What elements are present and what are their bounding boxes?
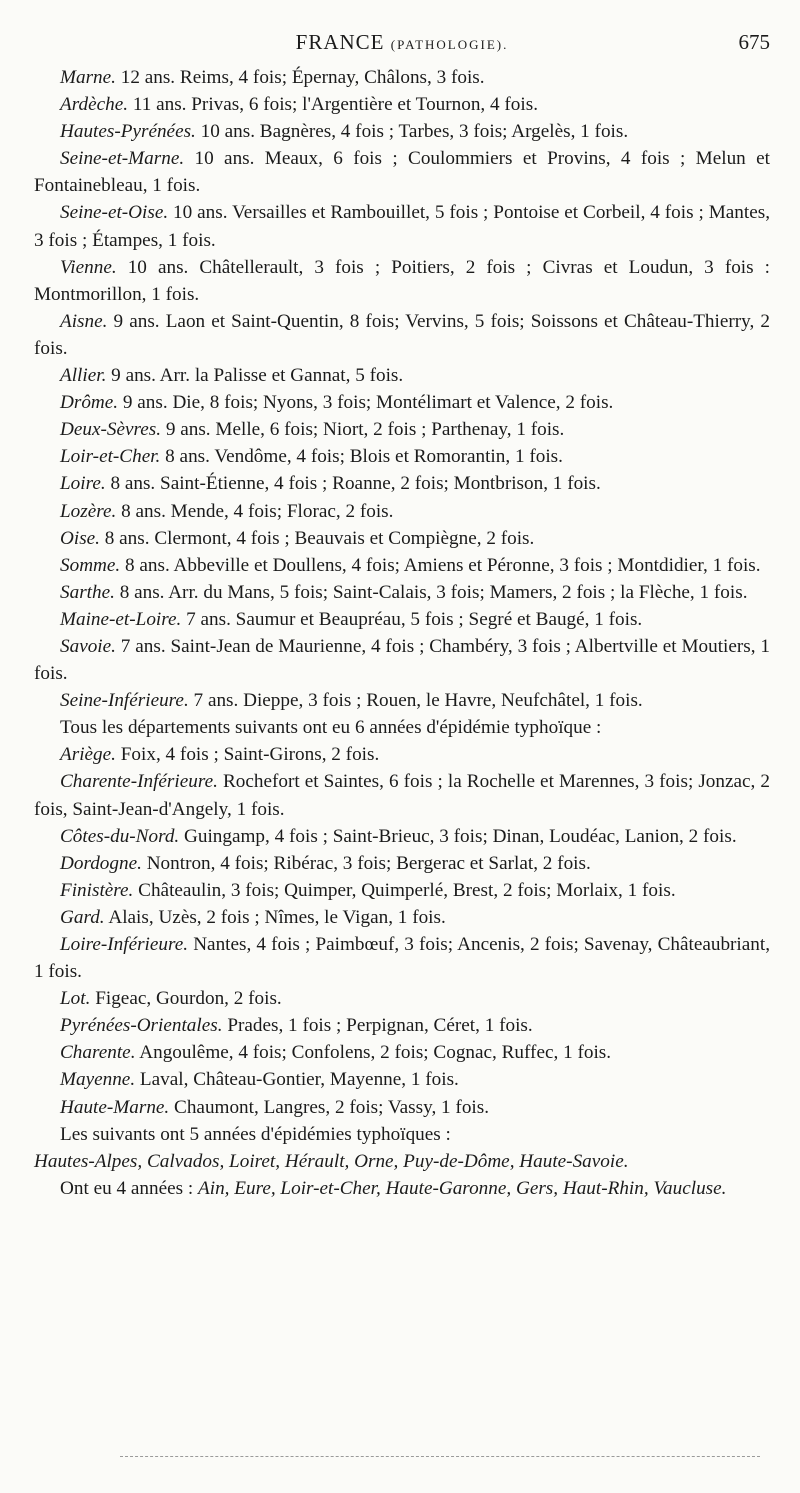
entry-paragraph: [34, 118, 770, 145]
department-name: Lot.: [60, 988, 91, 1010]
department-name: Aisne.: [60, 310, 108, 332]
entry-paragraph: [34, 525, 770, 552]
intro-five-years: Les suivants ont 5 années d'épidémies typhoïques :: [60, 1123, 451, 1145]
entry-text: 10 ans. Versailles et Rambouillet, 5 fois ; Pontoise et Corbeil, 4 fois ; Mantes, 3 fois ; Étampes, 1 fois.: [34, 202, 770, 251]
entry-text: Alais, Uzès, 2 fois ; Nîmes, le Vigan, 1 fois.: [104, 906, 446, 928]
four-years-paragraph: [34, 1175, 770, 1202]
entry-text: 10 ans. Bagnères, 4 fois ; Tarbes, 3 fois; Argelès, 1 fois.: [195, 121, 629, 143]
department-name: Maine-et-Loire.: [60, 608, 182, 630]
bottom-rule: [120, 1456, 760, 1457]
entry-paragraph: [34, 389, 770, 416]
department-name: Allier.: [60, 365, 107, 387]
entry-paragraph: [34, 633, 770, 687]
entry-text: 8 ans. Mende, 4 fois; Florac, 2 fois.: [116, 500, 394, 522]
entry-text: Rochefort et Saintes, 6 fois ; la Rochelle et Marennes, 3 fois; Jonzac, 2 fois, Saint-Jean-d'Angely, 1 fois.: [34, 771, 770, 820]
entry-text: 7 ans. Dieppe, 3 fois ; Rouen, le Havre, Neufchâtel, 1 fois.: [188, 690, 643, 712]
entry-paragraph: [34, 1066, 770, 1093]
entry-paragraph: [34, 254, 770, 308]
entry-text: 10 ans. Châtellerault, 3 fois ; Poitiers, 2 fois ; Civras et Loudun, 3 fois : Montmorillon, 1 fois.: [34, 256, 770, 305]
running-title: [34, 30, 770, 55]
entry-paragraph: [34, 308, 770, 362]
department-name: Gard.: [60, 906, 105, 928]
department-name: Finistère.: [60, 879, 134, 901]
department-name: Sarthe.: [60, 581, 115, 603]
entry-paragraph: [34, 91, 770, 118]
header-title: FRANCE: [295, 30, 385, 54]
entry-paragraph: [34, 64, 770, 91]
department-name: Oise.: [60, 527, 100, 549]
list-five-years: Hautes-Alpes, Calvados, Loiret, Hérault, Orne, Puy-de-Dôme, Haute-Savoie.: [34, 1150, 629, 1172]
intro-six-years: Tous les départements suivants ont eu 6 années d'épidémie typhoïque :: [60, 717, 602, 739]
department-name: Seine-et-Marne.: [60, 148, 185, 170]
entry-text: 11 ans. Privas, 6 fois; l'Argentière et Tournon, 4 fois.: [128, 94, 538, 116]
header-subtitle: (PATHOLOGIE).: [390, 37, 509, 52]
department-name: Loir-et-Cher.: [60, 446, 161, 468]
entry-paragraph: [34, 362, 770, 389]
department-name: Charente-Inférieure.: [60, 771, 218, 793]
entry-paragraph: [34, 199, 770, 253]
department-name: Charente.: [60, 1042, 136, 1064]
page-number: 675: [738, 30, 770, 54]
department-name: Savoie.: [60, 635, 116, 657]
entry-paragraph: [34, 470, 770, 497]
entry-paragraph: [34, 904, 770, 931]
department-name: Deux-Sèvres.: [60, 419, 162, 441]
entry-paragraph: [34, 606, 770, 633]
department-name: Vienne.: [60, 256, 117, 278]
department-name: Ardèche.: [60, 94, 129, 116]
entry-text: Nontron, 4 fois; Ribérac, 3 fois; Bergerac et Sarlat, 2 fois.: [141, 852, 591, 874]
entry-text: 8 ans. Vendôme, 4 fois; Blois et Romorantin, 1 fois.: [160, 446, 563, 468]
department-name: Pyrénées-Orientales.: [60, 1015, 223, 1037]
entry-paragraph: [34, 931, 770, 985]
entry-paragraph: [34, 850, 770, 877]
entry-text: 12 ans. Reims, 4 fois; Épernay, Châlons, 3 fois.: [115, 67, 485, 88]
entry-paragraph: [34, 985, 770, 1012]
department-name: Dordogne.: [60, 852, 142, 874]
department-name: Seine-et-Oise.: [60, 202, 169, 224]
entry-text: 10 ans. Meaux, 6 fois ; Coulommiers et Provins, 4 fois ; Melun et Fontainebleau, 1 fois.: [34, 148, 770, 197]
entry-text: Guingamp, 4 fois ; Saint-Brieuc, 3 fois; Dinan, Loudéac, Lanion, 2 fois.: [179, 825, 737, 847]
entry-paragraph: [34, 1094, 770, 1121]
department-name: Côtes-du-Nord.: [60, 825, 180, 847]
entries-block: [34, 64, 770, 714]
department-name: Loire.: [60, 473, 106, 495]
department-name: Drôme.: [60, 392, 119, 414]
department-name: Ariège.: [60, 744, 116, 766]
entry-text: 8 ans. Clermont, 4 fois ; Beauvais et Compiègne, 2 fois.: [99, 527, 535, 549]
entry-text: 7 ans. Saumur et Beaupréau, 5 fois ; Segré et Baugé, 1 fois.: [181, 608, 643, 630]
intro-four-years: Ont eu 4 années :: [60, 1177, 199, 1199]
entry-text: 9 ans. Die, 8 fois; Nyons, 3 fois; Montélimart et Valence, 2 fois.: [118, 392, 614, 414]
entry-paragraph: [34, 768, 770, 822]
entry-text: Châteaulin, 3 fois; Quimper, Quimperlé, Brest, 2 fois; Morlaix, 1 fois.: [133, 879, 676, 901]
entry-text: 9 ans. Arr. la Palisse et Gannat, 5 fois.: [106, 365, 404, 387]
entry-paragraph: [34, 579, 770, 606]
department-name: Lozère.: [60, 500, 117, 522]
entry-text: Figeac, Gourdon, 2 fois.: [90, 988, 282, 1010]
department-name: Mayenne.: [60, 1069, 136, 1091]
entry-paragraph: [34, 145, 770, 199]
entry-text: Laval, Château-Gontier, Mayenne, 1 fois.: [135, 1069, 459, 1091]
department-name: Loire-Inférieure.: [60, 934, 189, 955]
entry-text: 8 ans. Arr. du Mans, 5 fois; Saint-Calais, 3 fois; Mamers, 2 fois ; la Flèche, 1 fois.: [114, 581, 748, 603]
entry-paragraph: [34, 877, 770, 904]
department-name: Somme.: [60, 554, 121, 576]
entry-paragraph: [34, 823, 770, 850]
entry-paragraph: [34, 687, 770, 714]
entry-text: 7 ans. Saint-Jean de Maurienne, 4 fois ; Chambéry, 3 fois ; Albertville et Moutiers, 1 fois.: [34, 635, 770, 685]
entry-text: Prades, 1 fois ; Perpignan, Céret, 1 fois.: [222, 1015, 533, 1037]
entry-text: 8 ans. Saint-Étienne, 4 fois ; Roanne, 2 fois; Montbrison, 1 fois.: [105, 473, 601, 495]
entry-text: Angoulême, 4 fois; Confolens, 2 fois; Cognac, Ruffec, 1 fois.: [135, 1042, 612, 1064]
entry-text: Nantes, 4 fois ; Paimbœuf, 3 fois; Ancenis, 2 fois; Savenay, Châteaubriant, 1 fois.: [34, 934, 770, 983]
entry-paragraph: [34, 416, 770, 443]
page-body: [34, 64, 770, 1202]
entry-paragraph: [34, 552, 770, 579]
department-name: Seine-Inférieure.: [60, 690, 189, 712]
department-name: Marne.: [60, 67, 116, 88]
entry-text: 9 ans. Melle, 6 fois; Niort, 2 fois ; Parthenay, 1 fois.: [161, 419, 565, 441]
list-four-years: Ain, Eure, Loir-et-Cher, Haute-Garonne, Gers, Haut-Rhin, Vaucluse.: [198, 1177, 727, 1199]
entry-paragraph: [34, 498, 770, 525]
entries-six-block: [34, 741, 770, 1120]
entry-text: 9 ans. Laon et Saint-Quentin, 8 fois; Vervins, 5 fois; Soissons et Château-Thierry, 2 fois.: [34, 310, 770, 359]
entry-paragraph: [34, 443, 770, 470]
department-name: Haute-Marne.: [60, 1096, 170, 1118]
entry-paragraph: [34, 1039, 770, 1066]
running-header: [34, 30, 770, 58]
entry-text: Chaumont, Langres, 2 fois; Vassy, 1 fois.: [169, 1096, 490, 1118]
department-name: Hautes-Pyrénées.: [60, 121, 196, 143]
entry-paragraph: [34, 1012, 770, 1039]
entry-text: 8 ans. Abbeville et Doullens, 4 fois; Amiens et Péronne, 3 fois ; Montdidier, 1 fois.: [120, 554, 761, 576]
entry-text: Foix, 4 fois ; Saint-Girons, 2 fois.: [115, 744, 380, 766]
entry-paragraph: [34, 741, 770, 768]
